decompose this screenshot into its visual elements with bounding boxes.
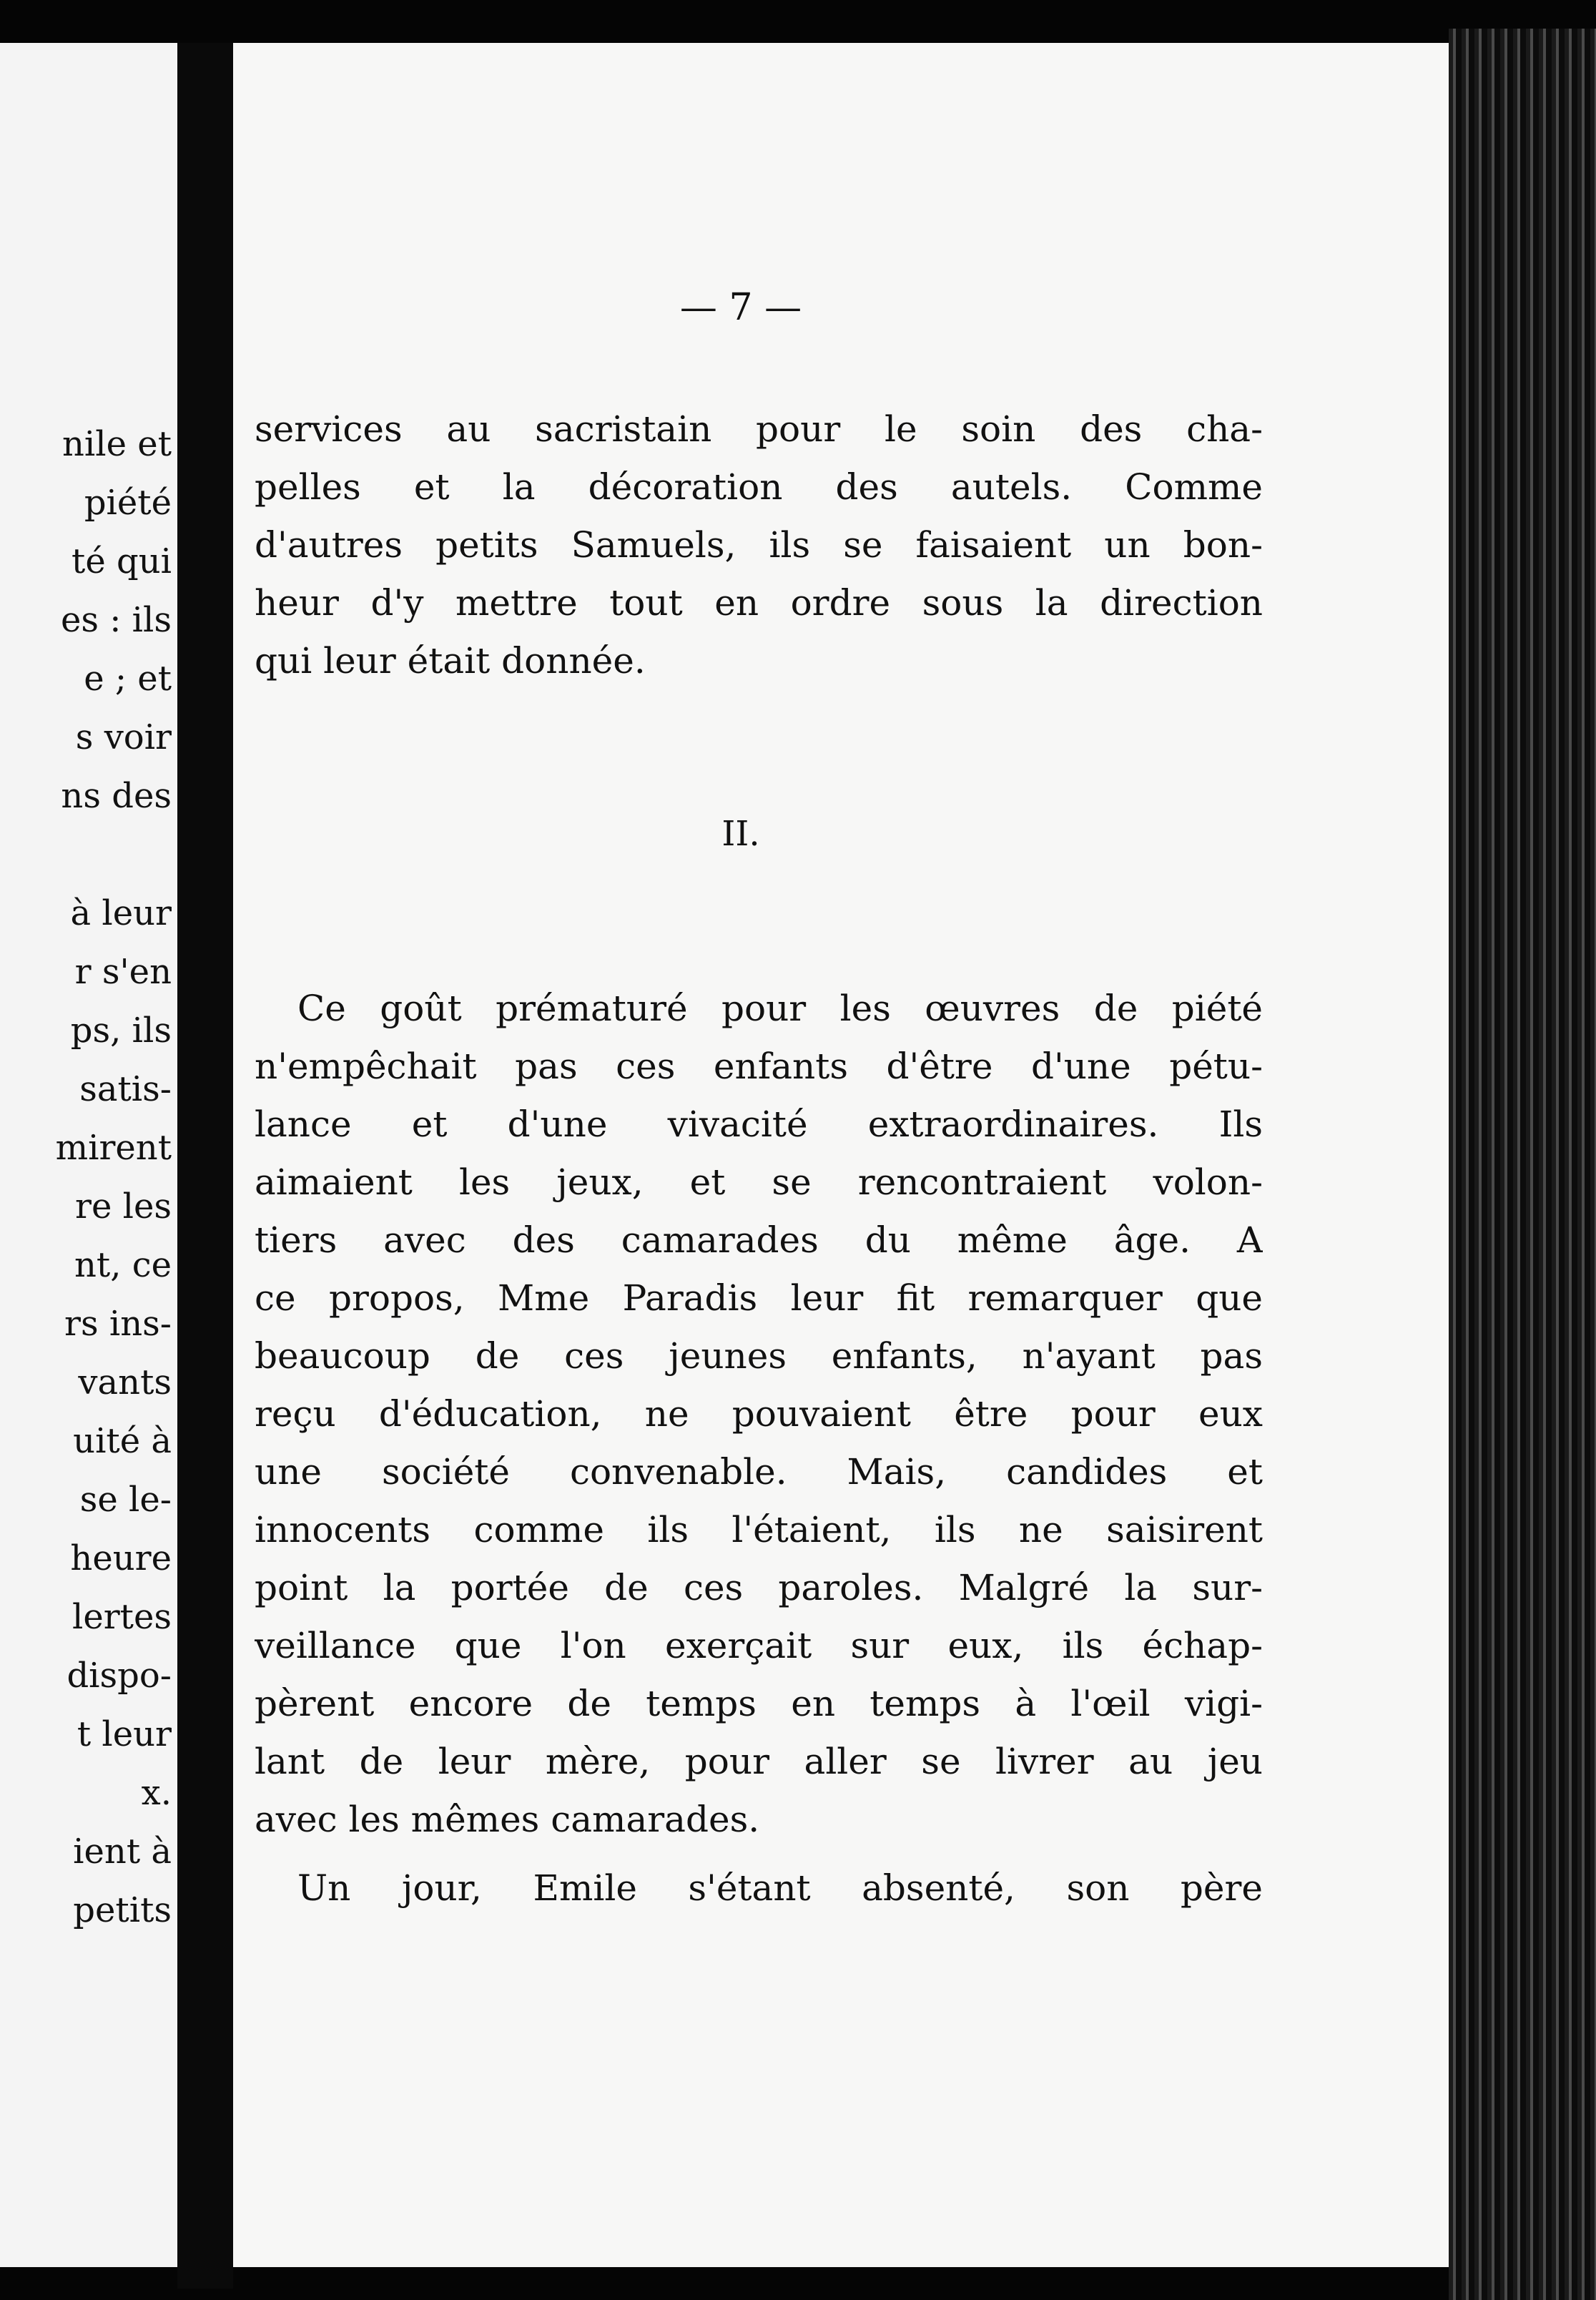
left-line: petits (73, 1890, 172, 1930)
left-page-text-column (0, 415, 172, 1940)
left-facing-page (0, 43, 177, 2267)
left-line: nile et (62, 424, 172, 464)
left-line: à leur (70, 893, 172, 933)
main-page (233, 43, 1449, 2267)
text-line: heur d'y mettre tout en ordre sous la direction (255, 582, 1263, 624)
text-line: avec les mêmes camarades. (255, 1799, 760, 1840)
left-line: vants (78, 1362, 172, 1402)
text-line: services au sacristain pour le soin des cha- (255, 408, 1263, 450)
text-line: lance et d'une vivacité extraordinaires. Ils (255, 1104, 1263, 1145)
paragraph-continued (255, 400, 1263, 690)
left-line: satis- (79, 1069, 172, 1109)
left-line: mirent (55, 1128, 172, 1168)
left-line: té qui (72, 541, 172, 581)
text-line: qui leur était donnée. (255, 640, 646, 682)
left-line: r s'en (74, 952, 172, 992)
left-line: t leur (77, 1714, 172, 1754)
left-line: heure (70, 1538, 172, 1578)
left-line: ns des (61, 776, 172, 816)
left-line (0, 825, 172, 884)
left-line: ps, ils (70, 1011, 172, 1051)
text-line: beaucoup de ces jeunes enfants, n'ayant pas (255, 1335, 1263, 1377)
text-line: tiers avec des camarades du même âge. A (255, 1219, 1263, 1261)
left-line: se le- (79, 1480, 172, 1520)
left-line: ient à (73, 1832, 172, 1872)
text-line: innocents comme ils l'étaient, ils ne saisirent (255, 1509, 1263, 1550)
left-line: nt, ce (74, 1245, 172, 1285)
page-edge-stack (1449, 29, 1596, 2300)
text-line: une société convenable. Mais, candides et (255, 1451, 1263, 1493)
text-line: reçu d'éducation, ne pouvaient être pour eux (255, 1393, 1263, 1435)
left-line: rs ins- (64, 1304, 172, 1344)
left-line: piété (84, 483, 172, 523)
left-line: s voir (75, 717, 172, 757)
left-line: x. (141, 1773, 172, 1813)
text-line: pelles et la décoration des autels. Comme (255, 466, 1263, 508)
left-line: es : ils (60, 600, 172, 640)
text-line: d'autres petits Samuels, ils se faisaient un bon- (255, 524, 1263, 566)
left-line: re les (75, 1186, 172, 1227)
text-line: pèrent encore de temps en temps à l'œil vigi- (255, 1683, 1263, 1724)
left-line: dispo- (66, 1656, 172, 1696)
left-line: lertes (72, 1597, 172, 1637)
paragraph-three (255, 1859, 1263, 1917)
text-line: lant de leur mère, pour aller se livrer au jeu (255, 1741, 1263, 1782)
paragraph-section-two (255, 980, 1263, 1849)
book-gutter (177, 43, 233, 2289)
text-line: veillance que l'on exerçait sur eux, ils échap- (255, 1625, 1263, 1666)
text-line: Un jour, Emile s'étant absenté, son père (297, 1867, 1263, 1909)
text-line: ce propos, Mme Paradis leur fit remarquer que (255, 1277, 1263, 1319)
left-line: e ; et (84, 659, 172, 699)
text-line: Ce goût prématuré pour les œuvres de piété (297, 988, 1263, 1029)
page-number: — 7 — (679, 286, 802, 329)
left-line: uité à (73, 1421, 172, 1461)
section-heading: II. (721, 814, 760, 854)
text-line: n'empêchait pas ces enfants d'être d'une pétu- (255, 1046, 1263, 1087)
text-line: point la portée de ces paroles. Malgré la sur- (255, 1567, 1263, 1608)
text-line: aimaient les jeux, et se rencontraient volon- (255, 1161, 1263, 1203)
